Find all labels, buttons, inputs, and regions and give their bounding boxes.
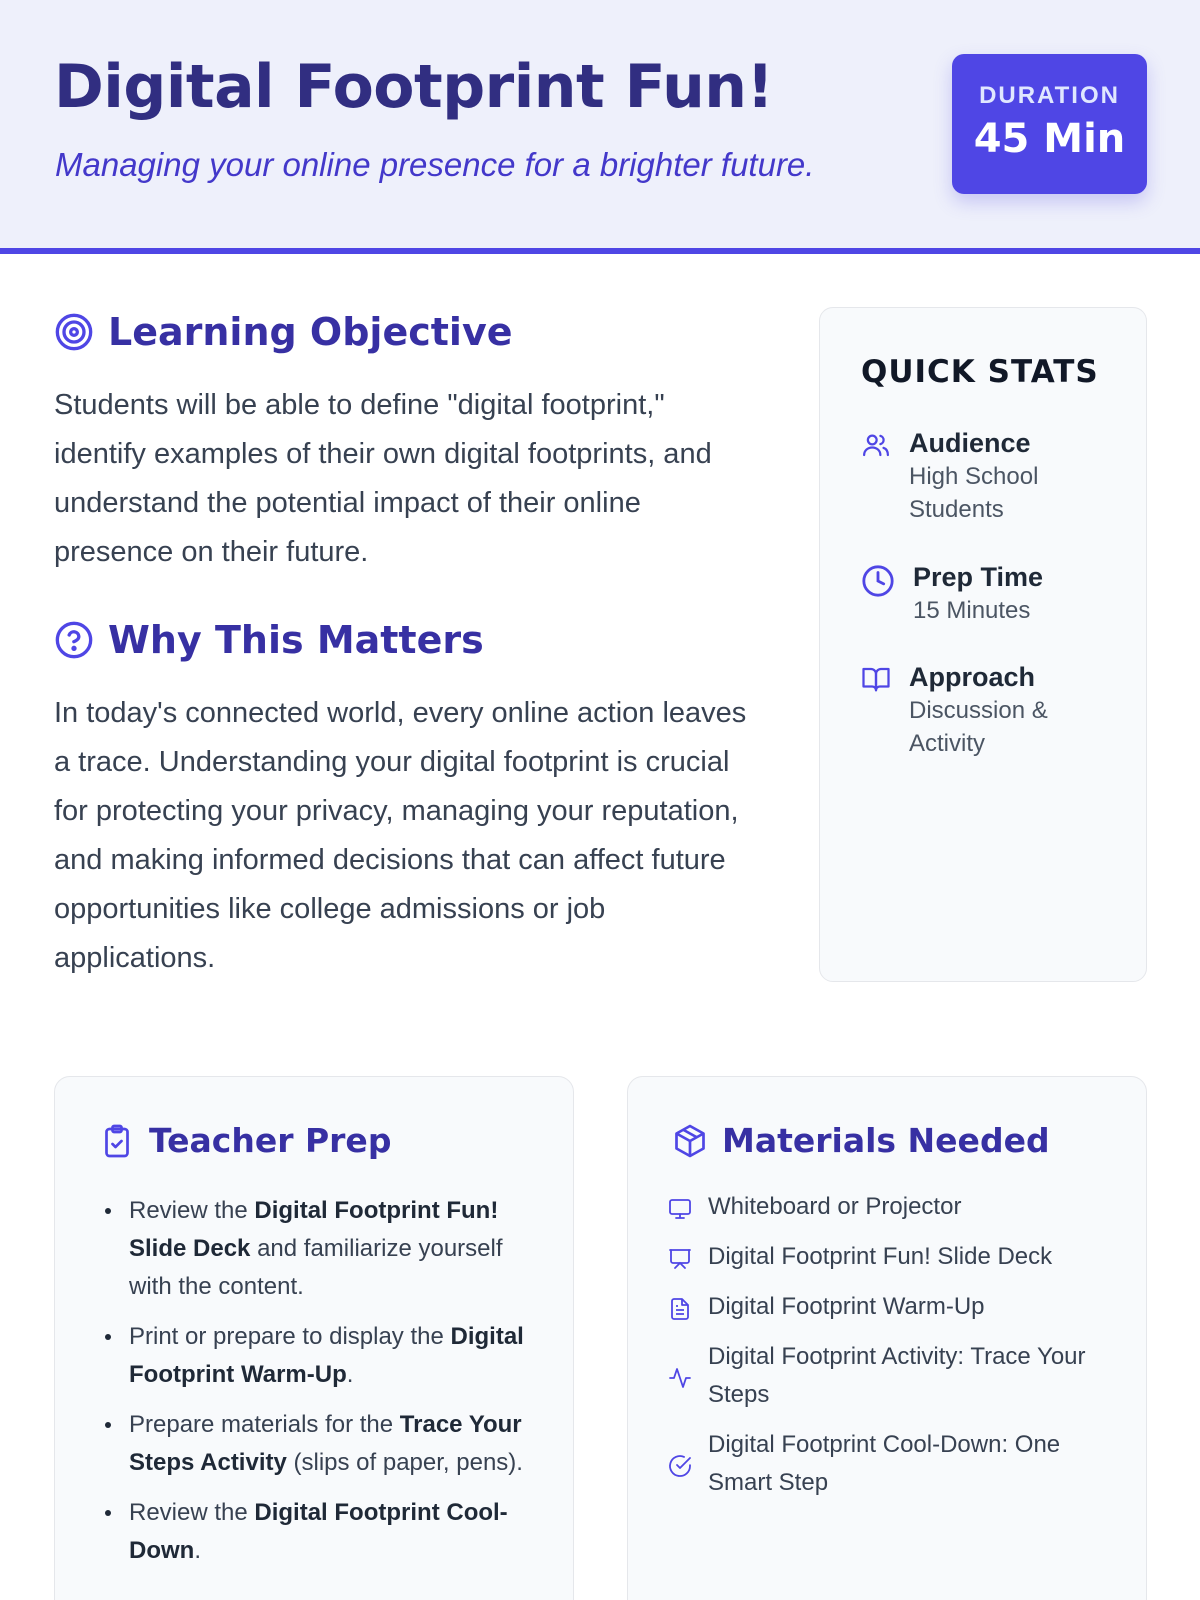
stat-value: 15 Minutes [913,597,1031,624]
target-icon [54,312,94,352]
materials-heading [672,1121,1050,1160]
check-circle-icon [668,1452,692,1476]
stat-approach [861,660,1109,760]
objective-text: Students will be able to define "digital footprint," identify examples of their own digital footprints, and understand the potential impact of their online presence on their future. [54,389,712,568]
list-item: Digital Footprint Activity: Trace Your Steps [668,1338,1118,1414]
stat-label: Prep Time [913,562,1044,592]
list-item: Prepare materials for the Trace Your Steps Activity (slips of paper, pens). [129,1406,549,1482]
page-title: Digital Footprint Fun! [54,52,774,122]
duration-label: DURATION [979,82,1120,109]
teacher-prep-card [54,1076,574,1600]
page-subtitle: Managing your online presence for a brighter future. [55,146,815,183]
stat-value: Discussion & Activity [909,697,1048,757]
list-item: Review the Digital Footprint Fun! Slide Deck and familiarize yourself with the content. [129,1192,549,1306]
materials-card [627,1076,1147,1600]
teacher-prep-list [129,1192,549,1582]
duration-value: 45 Min [973,116,1126,162]
file-text-icon [668,1295,692,1319]
book-open-icon [861,664,891,694]
list-item: Print or prepare to display the Digital Footprint Warm-Up. [129,1318,549,1394]
materials-heading-text: Materials Needed [722,1121,1050,1160]
materials-list [668,1188,1118,1514]
list-item: Digital Footprint Fun! Slide Deck [668,1238,1118,1276]
stat-label: Audience [909,428,1031,458]
activity-icon [668,1364,692,1388]
quick-stats-panel [819,307,1147,982]
stat-audience [861,426,1109,526]
why-text: In today's connected world, every online action leaves a trace. Understanding your digital footprint is crucial for protecting your privacy, managing your reputation, and making informed decisions that can affect future opportunities like college admissions or job applications. [54,697,747,974]
help-circle-icon [54,620,94,660]
list-item: Digital Footprint Warm-Up [668,1288,1118,1326]
teacher-prep-heading [99,1121,391,1160]
list-item: Whiteboard or Projector [668,1188,1118,1226]
list-item: Review the Digital Footprint Cool-Down. [129,1494,549,1570]
users-icon [861,430,891,460]
monitor-icon [668,1195,692,1219]
presentation-icon [668,1245,692,1269]
teacher-prep-heading-text: Teacher Prep [149,1121,392,1160]
why-heading [54,618,484,662]
why-heading-text: Why This Matters [108,618,484,662]
page-header [0,0,1200,254]
stat-prep-time [861,560,1113,627]
clock-icon [861,564,895,598]
objective-heading-text: Learning Objective [108,310,513,354]
objective-heading [54,310,513,354]
list-item: Digital Footprint Cool-Down: One Smart Step [668,1426,1118,1502]
duration-badge [952,54,1147,194]
stat-value: High School Students [909,463,1039,523]
stat-label: Approach [909,662,1036,692]
quick-stats-title: QUICK STATS [861,354,1099,390]
package-icon [672,1123,708,1159]
clipboard-check-icon [99,1123,135,1159]
